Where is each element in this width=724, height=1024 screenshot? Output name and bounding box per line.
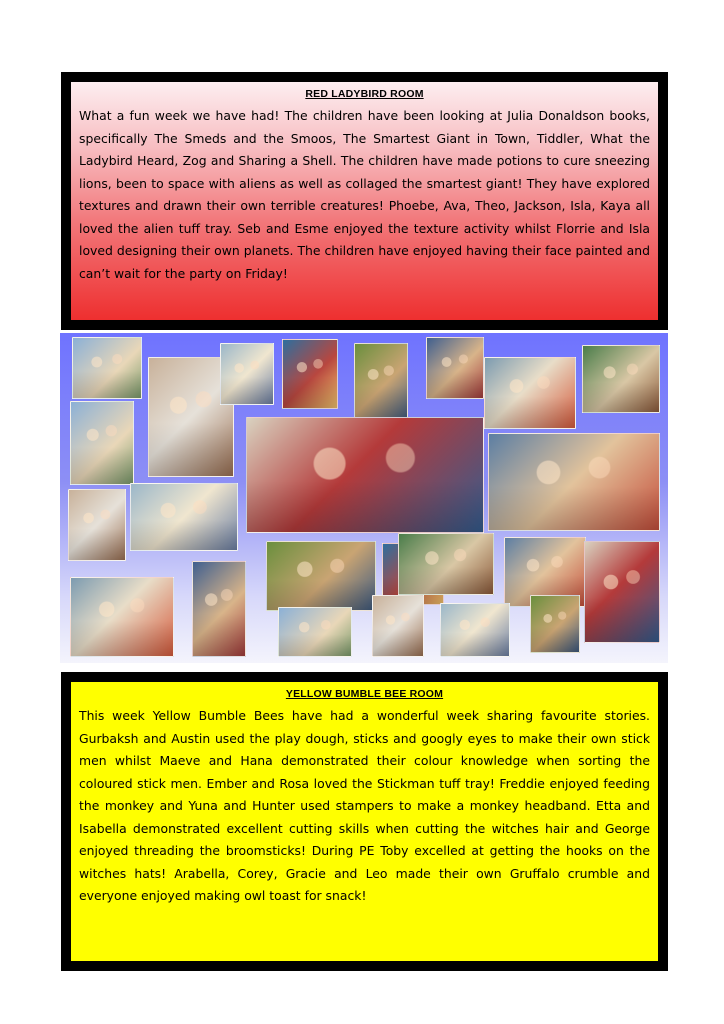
collage-photo-children-sand [70,577,174,657]
collage-photo-children-floor [278,607,352,657]
collage-photo-child-with-frame [72,337,142,399]
collage-photo-child-table [220,343,274,405]
collage-photo-children-play [398,533,494,595]
red-ladybird-room-panel [71,82,658,320]
photo-collage [60,333,668,663]
red-room-title: RED LADYBIRD ROOM [305,88,424,100]
collage-photo-child-standing [426,337,484,399]
collage-photo-group-outdoors [488,433,660,531]
collage-photo-children-painting [584,541,660,643]
collage-photo-children-corridor [484,357,576,429]
collage-photo-two-children [582,345,660,413]
yellow-room-title: YELLOW BUMBLE BEE ROOM [285,688,444,700]
collage-photo-child-sitting [68,489,126,561]
red-room-body: What a fun week we have had! The children have been looking at Julia Donaldson books, specifically The Smeds and the Smoos, The Smartest Giant in Town, Tiddler, What the Ladybird Heard, Zog and Sharing a Shell. The children have made potions to cure sneezing lions, been to space with aliens as well as collaged the smartest giant! They have explored textures and drawn their own terrible creatures! Phoebe, Ava, Theo, Jackson, Isla, Kaya all loved the alien tuff tray. Seb and Esme enjoyed the texture activity whilst Florrie and Isla loved designing their own planets. The children have enjoyed having their face painted and can’t wait for the party on Friday! [79,108,650,281]
collage-photo-child-books [282,339,338,409]
red-ladybird-room-frame [61,72,668,330]
collage-photo-child-face-paint [440,603,510,657]
collage-photo-child-book-outdoors [354,343,408,421]
yellow-bumble-bee-room-frame [61,672,668,971]
collage-photo-child-walking [70,401,134,485]
collage-photo-child-standing-2 [192,561,246,657]
collage-photo-child-activity [530,595,580,653]
collage-photo-children-tuff-tray [130,483,238,551]
yellow-room-body: This week Yellow Bumble Bees have had a wonderful week sharing favourite stories. Gurbaksh and Austin used the play dough, sticks and googly eyes to make their own stick men whilst Maeve and Hana demonstrated their colour knowledge when sorting the coloured stick men. Ember and Rosa loved the Stickman tuff tray! Freddie enjoyed feeding the monkey and Yuna and Hunter used stampers to make a monkey headband. Etta and Isabella demonstrated excellent cutting skills when cutting the witches hair and George enjoyed threading the broomsticks! During PE Toby excelled at getting the hooks on the witches hats! Arabella, Corey, Gracie and Leo made their own Gruffalo crumble and everyone enjoyed making owl toast for snack! [79,708,650,903]
collage-photo-children-flowers [266,541,376,611]
collage-photo-child-smiling [372,595,424,657]
collage-photo-group-dress-up [246,417,484,533]
yellow-bumble-bee-room-panel [71,682,658,961]
